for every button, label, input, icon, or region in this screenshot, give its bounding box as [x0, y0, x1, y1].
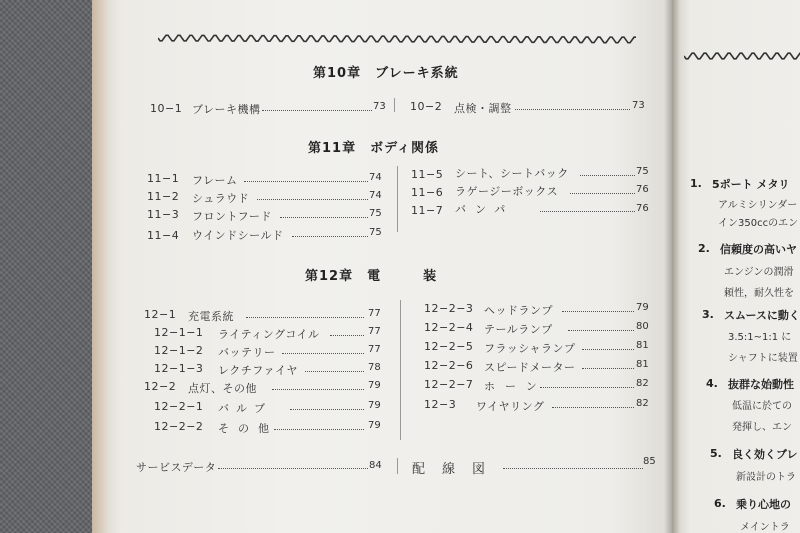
- entry-page: 85: [643, 456, 656, 467]
- entry-number: 12−2−3: [424, 302, 474, 315]
- chapter-12-title: 第12章 電 装: [305, 269, 438, 284]
- entry-number: 12−2−2: [154, 420, 204, 433]
- leader-dots: [305, 371, 364, 372]
- leader-dots: [244, 181, 368, 182]
- entry-page: 74: [369, 190, 382, 201]
- feature-line: 発揮し、エン: [732, 422, 792, 433]
- entry-page: 75: [636, 166, 649, 177]
- book-gutter: [664, 0, 680, 533]
- entry-page: 80: [636, 321, 649, 332]
- entry-number: 10−1: [150, 102, 183, 115]
- entry-label: フロントフード: [192, 210, 272, 223]
- feature-title: 乗り心地の: [736, 498, 791, 511]
- entry-label: テールランプ: [484, 323, 553, 336]
- feature-line: イン350ccのエン: [718, 218, 799, 229]
- entry-label: ウインドシールド: [192, 229, 284, 242]
- entry-label: ラゲージーボックス: [455, 185, 559, 198]
- entry-label: スピードメーター: [484, 361, 576, 374]
- leader-dots: [274, 429, 364, 430]
- entry-number: 12−2: [144, 380, 177, 393]
- feature-line: メイントラ: [740, 522, 790, 533]
- leader-dots: [280, 217, 368, 218]
- entry-number: 12−2−4: [424, 321, 474, 334]
- leader-dots: [540, 211, 635, 212]
- entry-number: 12−1−2: [154, 344, 204, 357]
- entry-label: バンパ: [455, 203, 515, 216]
- entry-number: 11−3: [147, 208, 180, 221]
- entry-label: 点灯、その他: [188, 382, 257, 395]
- leader-dots: [272, 389, 364, 390]
- entry-label: ワイヤリング: [476, 400, 545, 413]
- leader-dots: [570, 193, 635, 194]
- feature-number: 2.: [698, 242, 710, 255]
- wiring-diagram-label: 配 線 図: [412, 462, 488, 477]
- feature-line: エンジンの潤滑: [724, 267, 794, 278]
- feature-line: 新設計のトラ: [736, 472, 796, 483]
- entry-page: 81: [636, 359, 649, 370]
- leader-dots: [562, 311, 634, 312]
- feature-number: 5.: [710, 447, 722, 460]
- column-separator: [397, 166, 398, 232]
- leader-dots: [515, 109, 630, 110]
- feature-title: 5ポート メタリ: [712, 178, 790, 191]
- entry-page: 76: [636, 203, 649, 214]
- entry-label: その他: [218, 422, 278, 435]
- entry-label: ヘッドランプ: [484, 304, 553, 317]
- entry-page: 75: [369, 227, 382, 238]
- entry-number: 12−1−3: [154, 362, 204, 375]
- entry-number: 12−2−6: [424, 359, 474, 372]
- entry-number: 11−1: [147, 172, 180, 185]
- leader-dots: [582, 349, 634, 350]
- leader-dots: [257, 199, 368, 200]
- leader-dots: [218, 468, 368, 469]
- feature-number: 3.: [702, 308, 714, 321]
- feature-line: シャフトに装置: [728, 353, 798, 364]
- wavy-divider: [158, 30, 636, 46]
- entry-page: 77: [368, 326, 381, 337]
- entry-page: 82: [636, 378, 649, 389]
- chapter-10-title: 第10章 ブレーキ系統: [313, 66, 459, 81]
- entry-label: ブレーキ機構: [192, 103, 261, 116]
- entry-label: ホーン: [484, 380, 547, 393]
- column-separator: [400, 300, 401, 440]
- feature-title: 抜群な始動性: [728, 378, 794, 391]
- leader-dots: [290, 409, 364, 410]
- entry-number: 12−3: [424, 398, 457, 411]
- leader-dots: [330, 335, 364, 336]
- entry-number: 11−7: [411, 204, 444, 217]
- entry-label: ライティングコイル: [218, 328, 320, 341]
- entry-number: 11−5: [411, 168, 444, 181]
- feature-line: 3.5:1~1:1 に: [728, 332, 792, 343]
- column-separator: [394, 98, 395, 112]
- leader-dots: [292, 236, 368, 237]
- entry-page: 81: [636, 340, 649, 351]
- entry-page: 75: [369, 208, 382, 219]
- wavy-divider-right: [684, 48, 800, 64]
- entry-page: 74: [369, 172, 382, 183]
- entry-page: 78: [368, 362, 381, 373]
- entry-number: 10−2: [410, 100, 443, 113]
- entry-number: 11−2: [147, 190, 180, 203]
- entry-page: 82: [636, 398, 649, 409]
- feature-title: 良く効くブレ: [732, 448, 798, 461]
- entry-number: 12−2−5: [424, 340, 474, 353]
- entry-page: 73: [373, 101, 386, 112]
- entry-number: 12−1: [144, 308, 177, 321]
- entry-label: 充電系統: [188, 310, 234, 323]
- entry-page: 79: [368, 400, 381, 411]
- entry-label: 点検・調整: [454, 102, 512, 115]
- entry-number: 12−2−1: [154, 400, 204, 413]
- entry-label: バルブ: [218, 402, 272, 415]
- entry-label: レクチファイヤ: [218, 364, 299, 377]
- page-edge: [92, 0, 108, 533]
- feature-title: 信頼度の高いヤ: [720, 243, 797, 256]
- leader-dots: [568, 330, 634, 331]
- entry-label: シート、シートバック: [455, 167, 569, 180]
- column-separator: [397, 458, 398, 474]
- leader-dots: [282, 353, 364, 354]
- entry-label: フレーム: [192, 174, 238, 187]
- entry-label: フラッシャランプ: [484, 342, 576, 355]
- feature-line: 低温に於ての: [732, 401, 792, 412]
- entry-number: 11−6: [411, 186, 444, 199]
- feature-line: 頼性，耐久性を: [724, 288, 794, 299]
- entry-page: 73: [632, 100, 645, 111]
- service-data-label: サービスデータ: [136, 461, 217, 474]
- leader-dots: [540, 387, 634, 388]
- entry-page: 79: [368, 420, 381, 431]
- entry-number: 11−4: [147, 229, 180, 242]
- chapter-11-title: 第11章 ボディ関係: [308, 141, 440, 156]
- entry-number: 12−1−1: [154, 326, 204, 339]
- entry-number: 12−2−7: [424, 378, 474, 391]
- feature-number: 4.: [706, 377, 718, 390]
- leader-dots: [582, 368, 634, 369]
- leader-dots: [262, 110, 372, 111]
- entry-page: 79: [636, 302, 649, 313]
- entry-label: バッテリー: [218, 346, 276, 359]
- leader-dots: [580, 175, 635, 176]
- entry-page: 77: [368, 344, 381, 355]
- leader-dots: [552, 407, 634, 408]
- entry-label: シュラウド: [192, 192, 250, 205]
- feature-number: 1.: [690, 177, 702, 190]
- entry-page: 84: [369, 460, 382, 471]
- entry-page: 77: [368, 308, 381, 319]
- leader-dots: [503, 468, 643, 469]
- feature-title: スムースに動く: [724, 309, 800, 322]
- entry-page: 79: [368, 380, 381, 391]
- feature-number: 6.: [714, 497, 726, 510]
- leader-dots: [246, 317, 364, 318]
- feature-line: アルミシリンダー: [718, 200, 798, 211]
- entry-page: 76: [636, 184, 649, 195]
